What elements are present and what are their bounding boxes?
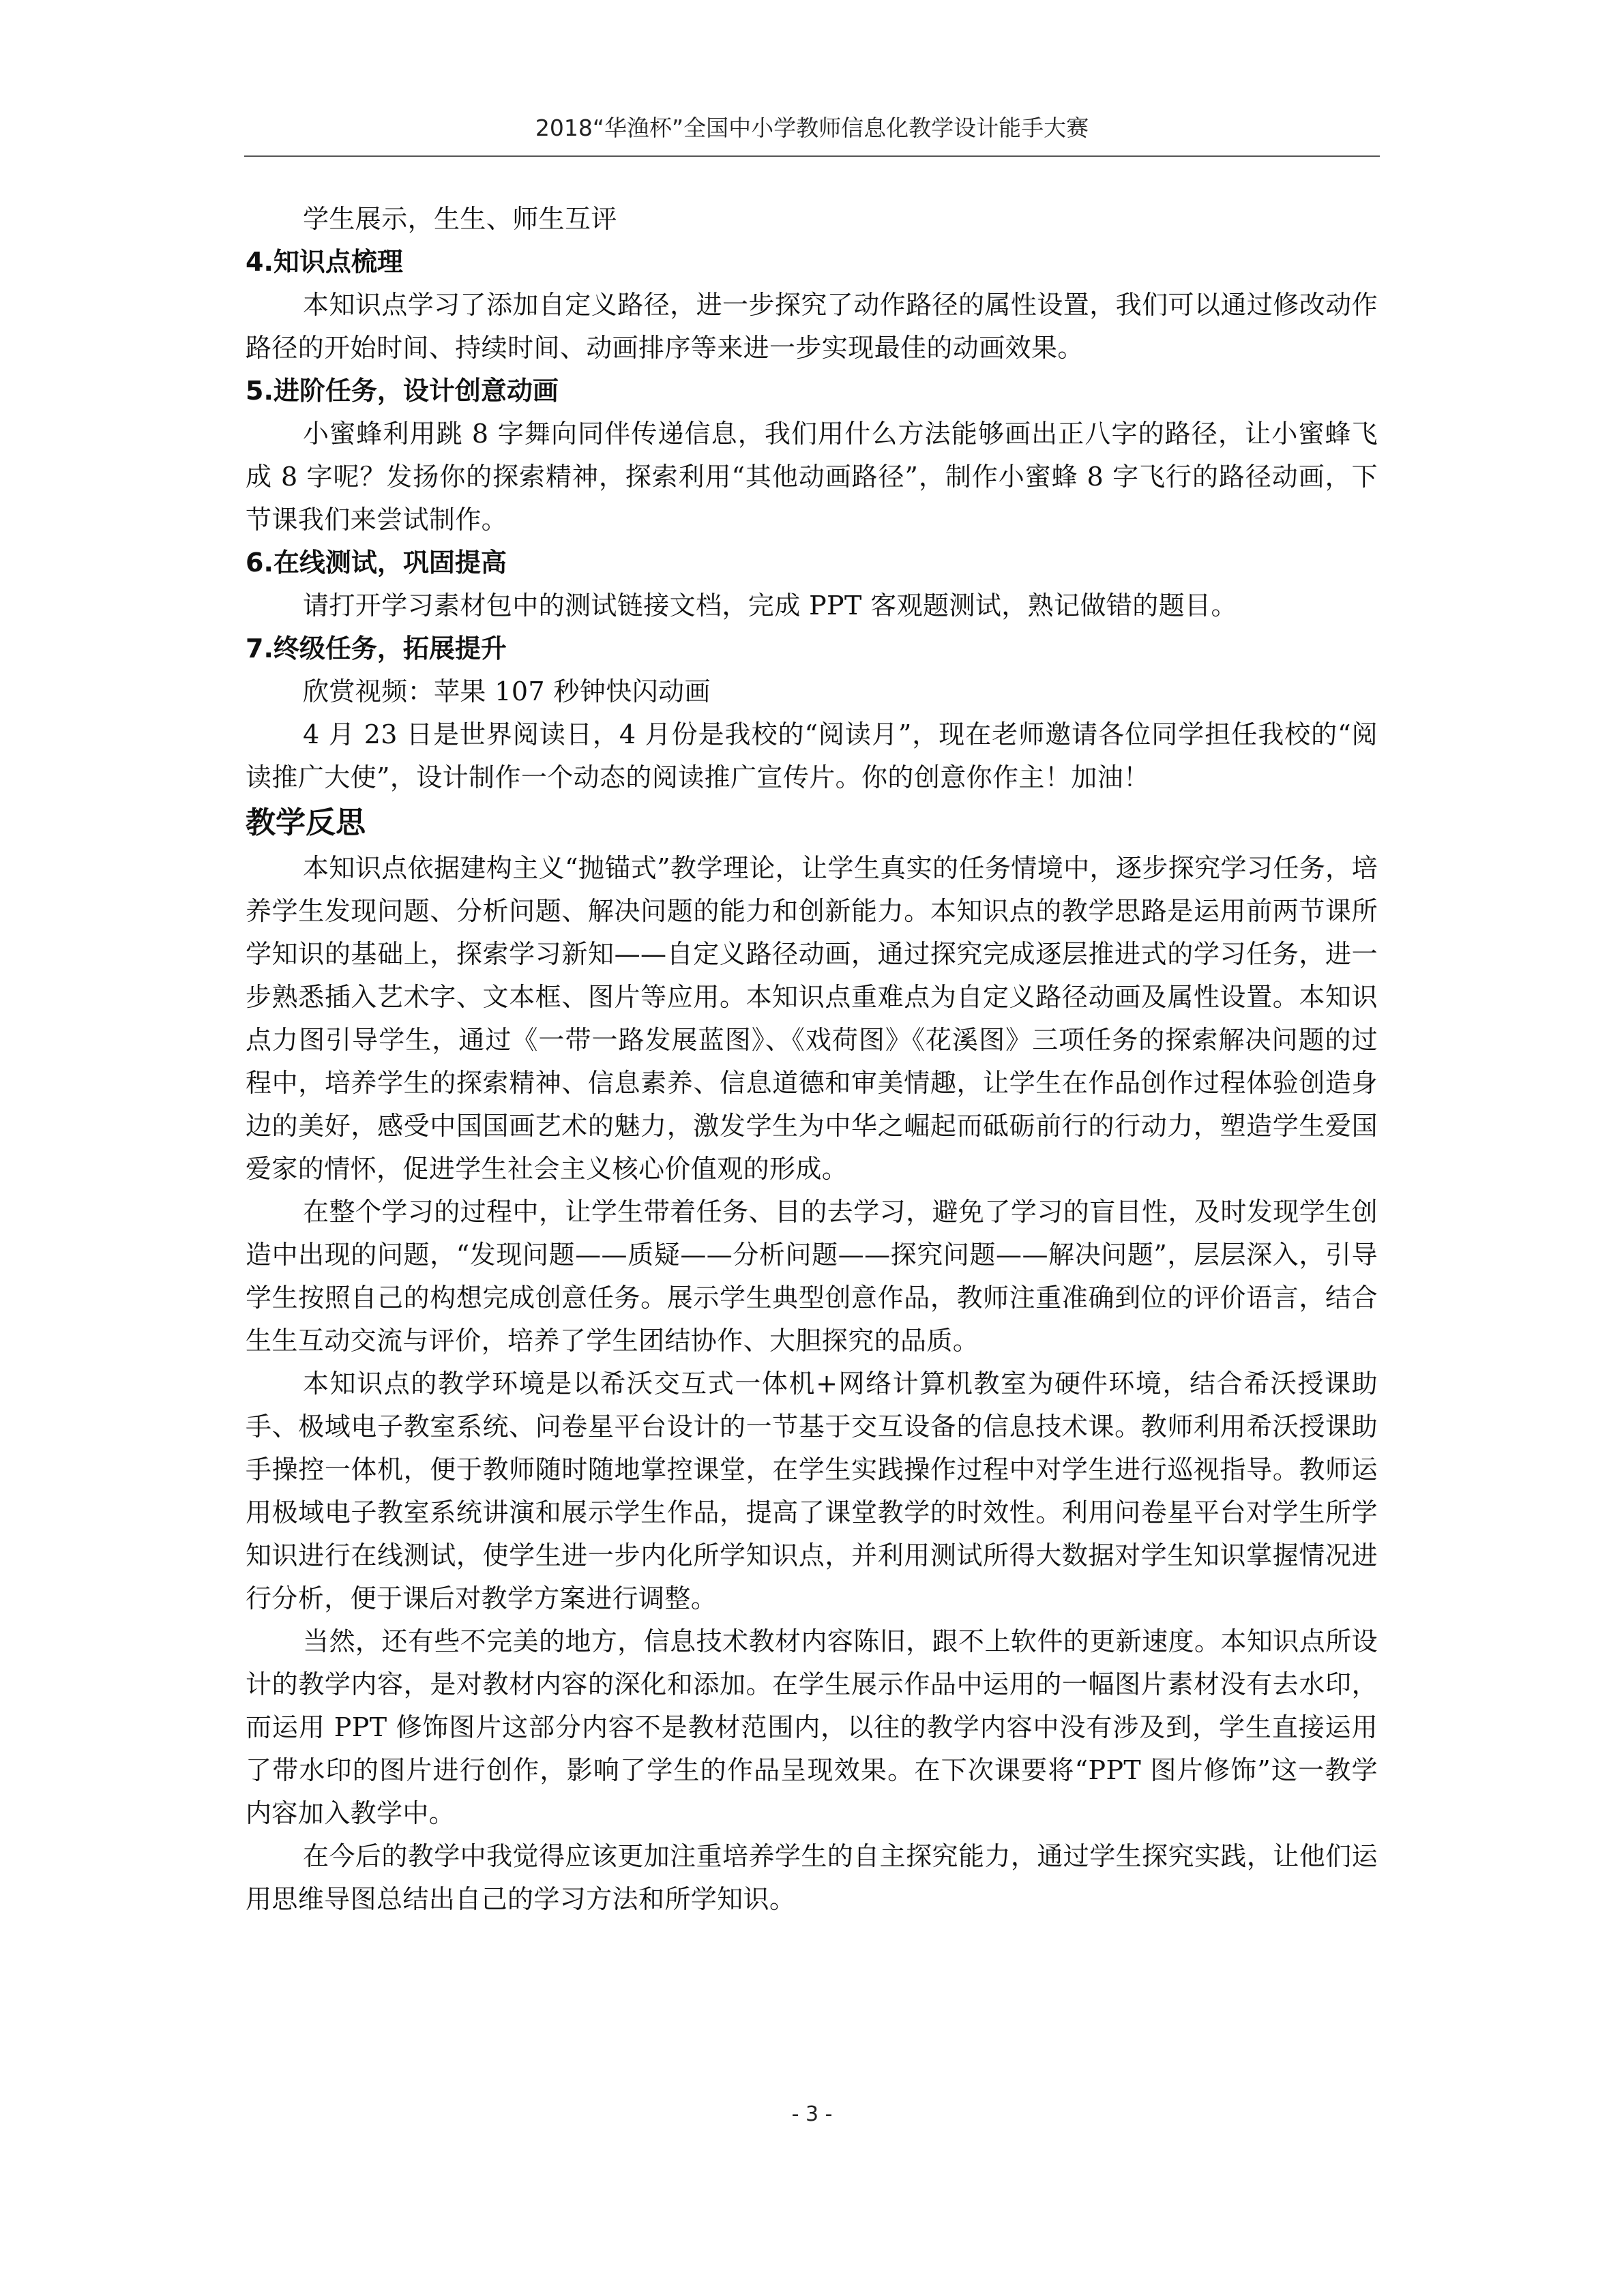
reflection-paragraph-4: 当然，还有些不完美的地方，信息技术教材内容陈旧，跟不上软件的更新速度。本知识点所设计的教学内容，是对教材内容的深化和添加。在学生展示作品中运用的一幅图片素材没有去水印，而运用 PPT 修饰图片这部分内容不是教材范围内，以往的教学内容中没有涉及到，学生直接运用了带水印的图片进行创作，影响了学生的作品呈现效果。在下次课要将“PPT 图片修饰”这一教学内容加入教学中。 <box>246 1626 1378 1828</box>
section-4-paragraph: 本知识点学习了添加自定义路径，进一步探究了动作路径的属性设置，我们可以通过修改动作路径的开始时间、持续时间、动画排序等来进一步实现最佳的动画效果。 <box>246 290 1378 363</box>
section-5-paragraph: 小蜜蜂利用跳 8 字舞向同伴传递信息，我们用什么方法能够画出正八字的路径，让小蜜蜂飞成 8 字呢？发扬你的探索精神，探索利用“其他动画路径”，制作小蜜蜂 8 字飞行的路径动画，下节课我们来尝试制作。 <box>246 419 1378 535</box>
reflection-heading: 教学反思 <box>246 805 366 840</box>
section-5-heading: 5.进阶任务，设计创意动画 <box>246 376 559 406</box>
section-7-paragraph-1: 欣赏视频：苹果 107 秒钟快闪动画 <box>303 676 711 706</box>
document-body <box>246 198 1378 1921</box>
intro-line: 学生展示，生生、师生互评 <box>303 204 617 234</box>
section-7-heading: 7.终级任务，拓展提升 <box>246 633 507 664</box>
reflection-paragraph-5: 在今后的教学中我觉得应该更加注重培养学生的自主探究能力，通过学生探究实践，让他们运用思维导图总结出自己的学习方法和所学知识。 <box>246 1841 1378 1914</box>
page-header: 2018“华渔杯”全国中小学教师信息化教学设计能手大赛 <box>535 115 1089 141</box>
section-4-heading: 4.知识点梳理 <box>246 247 403 277</box>
section-7-paragraph-2: 4 月 23 日是世界阅读日，4 月份是我校的“阅读月”，现在老师邀请各位同学担任我校的“阅读推广大使”，设计制作一个动态的阅读推广宣传片。你的创意你作主！加油！ <box>246 719 1378 792</box>
reflection-paragraph-2: 在整个学习的过程中，让学生带着任务、目的去学习，避免了学习的盲目性，及时发现学生创造中出现的问题，“发现问题——质疑——分析问题——探究问题——解决问题”，层层深入，引导学生按照自己的构想完成创意任务。展示学生典型创意作品，教师注重准确到位的评价语言，结合生生互动交流与评价，培养了学生团结协作、大胆探究的品质。 <box>246 1197 1378 1356</box>
header-rule <box>244 155 1380 157</box>
section-6-heading: 6.在线测试，巩固提高 <box>246 548 507 578</box>
reflection-paragraph-3: 本知识点的教学环境是以希沃交互式一体机+网络计算机教室为硬件环境，结合希沃授课助手、极域电子教室系统、问卷星平台设计的一节基于交互设备的信息技术课。教师利用希沃授课助手操控一体机，便于教师随时随地掌控课堂，在学生实践操作过程中对学生进行巡视指导。教师运用极域电子教室系统讲演和展示学生作品，提高了课堂教学的时效性。利用问卷星平台对学生所学知识进行在线测试，使学生进一步内化所学知识点，并利用测试所得大数据对学生知识掌握情况进行分析，便于课后对教学方案进行调整。 <box>246 1369 1378 1613</box>
reflection-paragraph-1: 本知识点依据建构主义“抛锚式”教学理论，让学生真实的任务情境中，逐步探究学习任务，培养学生发现问题、分析问题、解决问题的能力和创新能力。本知识点的教学思路是运用前两节课所学知识的基础上，探索学习新知——自定义路径动画，通过探究完成逐层推进式的学习任务，进一步熟悉插入艺术字、文本框、图片等应用。本知识点重难点为自定义路径动画及属性设置。本知识点力图引导学生，通过《一带一路发展蓝图》、《戏荷图》《花溪图》三项任务的探索解决问题的过程中，培养学生的探索精神、信息素养、信息道德和审美情趣，让学生在作品创作过程体验创造身边的美好，感受中国国画艺术的魅力，激发学生为中华之崛起而砥砺前行的行动力，塑造学生爱国爱家的情怀，促进学生社会主义核心价值观的形成。 <box>246 853 1378 1184</box>
page-number: - 3 - <box>791 2102 833 2126</box>
section-6-paragraph: 请打开学习素材包中的测试链接文档，完成 PPT 客观题测试，熟记做错的题目。 <box>303 591 1237 621</box>
